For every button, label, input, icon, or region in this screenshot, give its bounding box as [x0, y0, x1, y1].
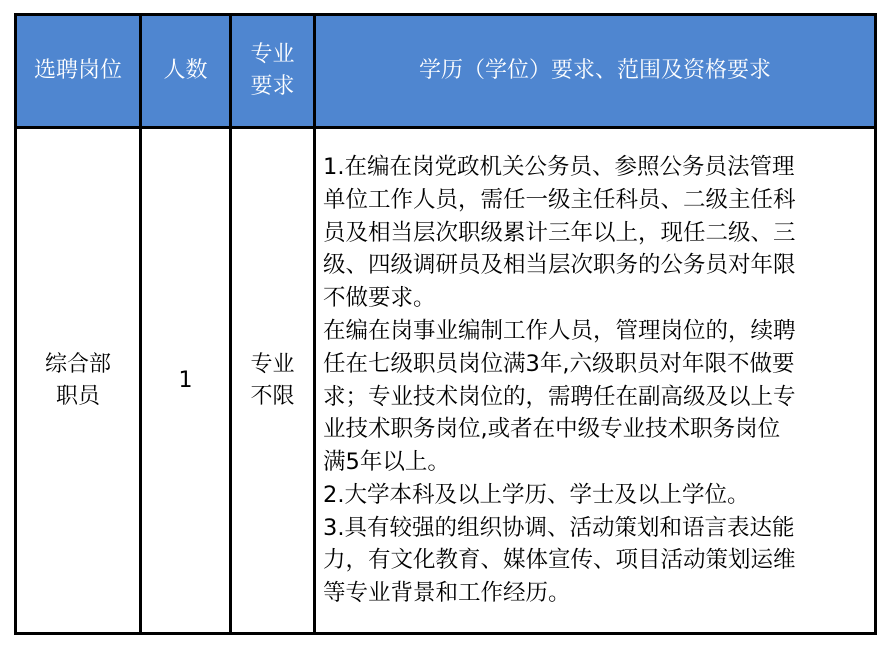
cell-requirements — [315, 128, 876, 634]
position-line-1: 综合部 — [44, 351, 111, 377]
header-row — [16, 15, 876, 128]
requirements-line: 2.大学本科及以上学历、学士及以上学位。 — [323, 481, 750, 508]
position-line-2: 职员 — [55, 383, 100, 409]
cell-count — [141, 128, 231, 634]
major-line-2: 不限 — [250, 383, 295, 409]
header-position — [16, 15, 141, 128]
requirements-line: 任在七级职员岗位满3年,六级职员对年限不做要 — [323, 350, 795, 377]
requirements-line: 1.在编在岗党政机关公务员、参照公务员法管理 — [323, 153, 795, 180]
header-major-line-2: 要求 — [250, 74, 295, 99]
major-line-1: 专业 — [250, 351, 295, 377]
requirements-line: 级、四级调研员及相当层次职务的公务员对年限 — [323, 252, 796, 279]
header-requirements-label: 学历（学位）要求、范围及资格要求 — [418, 58, 771, 83]
header-count — [141, 15, 231, 128]
requirements-line: 业技术职务岗位,或者在中级专业技术职务岗位 — [323, 416, 781, 443]
header-major-line-1: 专业 — [250, 42, 295, 67]
header-requirements — [315, 15, 876, 128]
requirements-line: 等专业背景和工作经历。 — [323, 580, 571, 607]
requirements-line: 单位工作人员，需任一级主任科员、二级主任科 — [323, 186, 796, 213]
requirements-line: 求；专业技术岗位的，需聘任在副高级及以上专 — [323, 383, 796, 410]
requirements-line: 3.具有较强的组织协调、活动策划和语言表达能 — [323, 514, 795, 541]
requirements-line: 力，有文化教育、媒体宣传、项目活动策划运维 — [323, 547, 796, 574]
requirements-line: 满5年以上。 — [323, 449, 450, 476]
requirements-line: 在编在岗事业编制工作人员，管理岗位的，续聘 — [323, 317, 796, 344]
requirements-line: 员及相当层次职级累计三年以上，现任二级、三 — [323, 219, 796, 246]
cell-major — [231, 128, 315, 634]
header-major — [231, 15, 315, 128]
cell-position — [16, 128, 141, 634]
table-row — [16, 128, 876, 634]
recruitment-table — [14, 13, 877, 635]
count-value: 1 — [178, 367, 193, 393]
requirements-line: 不做要求。 — [323, 285, 436, 312]
header-position-label: 选聘岗位 — [33, 58, 122, 83]
header-count-label: 人数 — [163, 58, 208, 83]
